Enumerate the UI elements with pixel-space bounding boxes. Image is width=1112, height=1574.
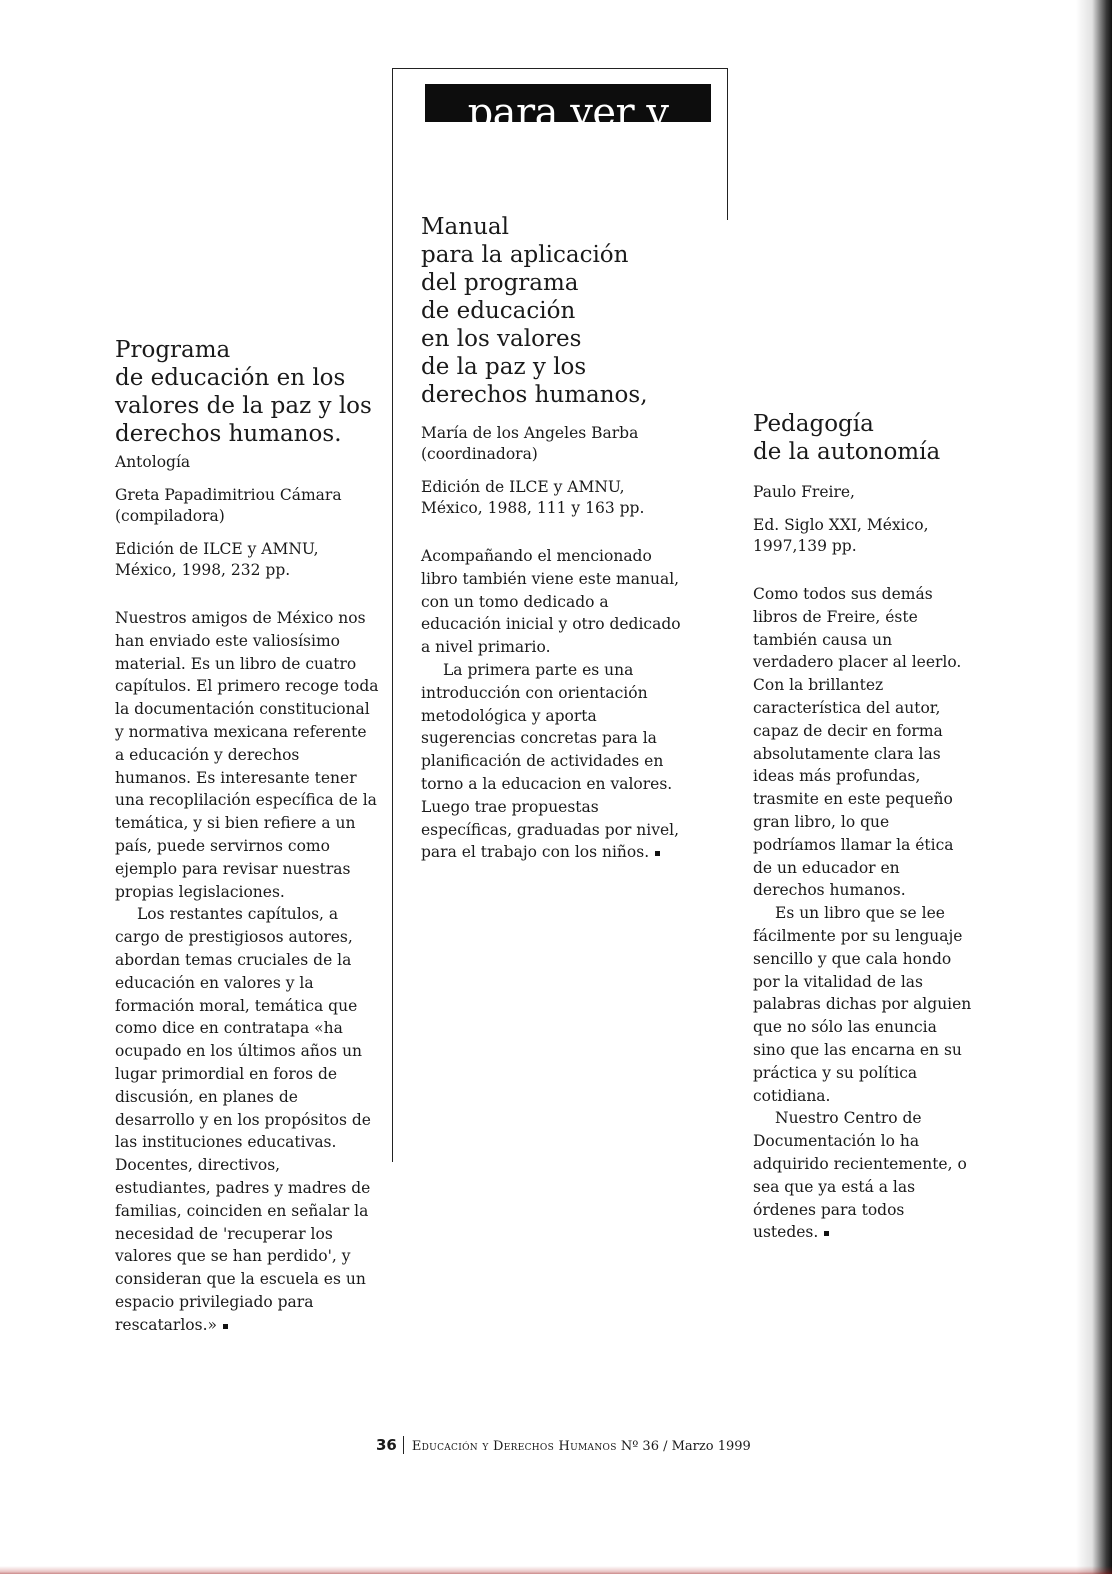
frame-rule-top	[392, 68, 728, 69]
article-body	[753, 583, 973, 1244]
article-paragraph: Nuestros amigos de México nos han enviado este valiosísimo material. Es un libro de cuatro capítulos. El primero recoge toda la documentación constitucional y normativa mexicana referente a educación y derechos humanos. Es interesante tener una recoplilación específica de la temática, y si bien refiere a un país, puede servirnos como ejemplo para revisar nuestras propias legislaciones.	[115, 609, 379, 901]
end-mark-icon	[655, 851, 660, 856]
page-number: 36	[376, 1436, 397, 1454]
article-publication: Edición de ILCE y AMNU, México, 1998, 232 pp.	[115, 540, 319, 579]
end-mark-icon	[223, 1324, 228, 1329]
article-publication: Edición de ILCE y AMNU, México, 1988, 111 y 163 pp.	[421, 478, 645, 517]
article-subtitle: Antología	[115, 453, 191, 471]
page-edge-bottom	[0, 1566, 1112, 1574]
issue-info: Nº 36 / Marzo 1999	[620, 1439, 751, 1454]
article-title: Manual para la aplicación del programa de educación en los valores de la paz y los derechos humanos,	[421, 214, 648, 408]
footer-divider	[403, 1436, 404, 1454]
end-mark-icon	[824, 1231, 829, 1236]
frame-rule-left	[392, 68, 393, 1162]
article-paragraph: Es un libro que se lee fácilmente por su lenguaje sencillo y que cala hondo por la vitalidad de las palabras dichas por alguien que no sólo las enuncia sino que las encarna en su práctica y su política cotidiana.	[753, 904, 972, 1105]
article-body	[115, 607, 380, 1337]
frame-rule-right	[727, 68, 728, 220]
section-banner	[425, 84, 711, 174]
article-author: Greta Papadimitriou Cámara (compiladora)	[115, 486, 342, 525]
article-manual	[421, 213, 681, 864]
article-programa	[115, 336, 380, 1337]
article-paragraph-text: Nuestro Centro de Documentación lo ha adquirido recientemente, o sea que ya está a las órdenes para todos ustedes.	[753, 1109, 967, 1242]
article-publication: Ed. Siglo XXI, México, 1997,139 pp.	[753, 516, 929, 555]
article-title: Pedagogía de la autonomía	[753, 411, 941, 465]
article-body	[421, 545, 681, 864]
article-paragraph-last	[753, 1107, 973, 1244]
article-paragraph-text: Los restantes capítulos, a cargo de prestigiosos autores, abordan temas cruciales de la educación en valores y la formación moral, temática que como dice en contratapa «ha ocupado en los últimos años un lugar primordial en foros de discusión, en planes de desarrollo y en los propósitos de las instituciones educativas. Docentes, directivos, estudiantes, padres y madres de familias, coinciden en señalar la necesidad de 'recuperar los valores que se han perdido', y consideran que la escuela es un espacio privilegiado para rescatarlos.»	[115, 905, 371, 1334]
article-paragraph: Acompañando el mencionado libro también viene este manual, con un tomo dedicado a educación inicial y otro dedicado a nivel primario.	[421, 547, 681, 657]
article-paragraph-last	[421, 659, 681, 864]
article-paragraph-last	[115, 903, 380, 1336]
article-title: Programa de educación en los valores de la paz y los derechos humanos.	[115, 337, 372, 447]
page-footer	[376, 1432, 846, 1458]
page-edge-shadow	[1076, 0, 1112, 1574]
section-banner-text: para ver y leer	[467, 90, 669, 174]
article-paragraph: Como todos sus demás libros de Freire, éste también causa un verdadero placer al leerlo. Con la brillantez característica del autor, capaz de decir en forma absolutamente clara las ideas más profundas, trasmite en este pequeño gran libro, lo que podríamos llamar la ética de un educador en derechos humanos.	[753, 585, 962, 900]
article-author: María de los Angeles Barba (coordinadora)	[421, 424, 639, 463]
article-paragraph-text: La primera parte es una introducción con orientación metodológica y aporta sugerencias concretas para la planificación de actividades en torno a la educacion en valores. Luego trae propuestas específicas, graduadas por nivel, para el trabajo con los niños.	[421, 660, 680, 862]
article-pedagogia	[753, 410, 973, 1244]
publication-name: Educación y Derechos Humanos	[411, 1439, 617, 1454]
article-author: Paulo Freire,	[753, 483, 855, 501]
